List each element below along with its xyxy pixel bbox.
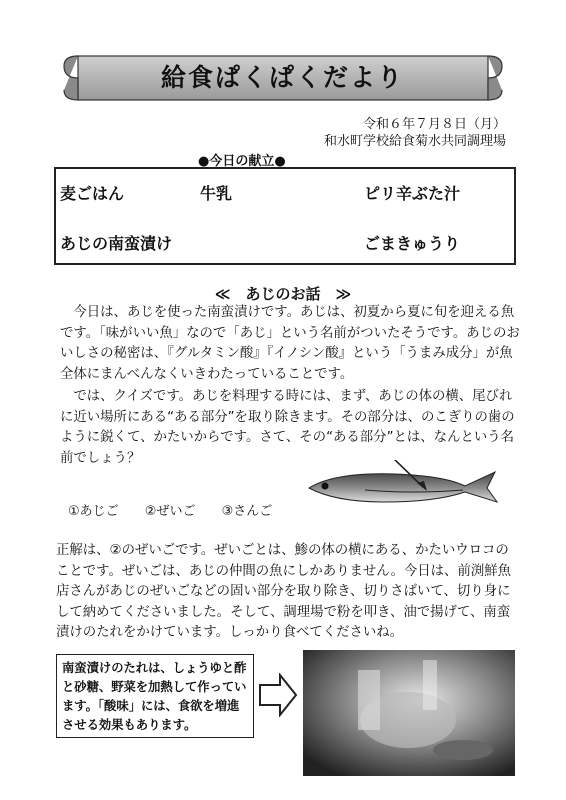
menu-item-milk: 牛乳: [200, 184, 233, 203]
menu-item-rice: 麦ごはん: [60, 184, 125, 203]
issuer: 和水町学校給食菊水共同調理場: [323, 134, 506, 149]
menu-heading: ●今日の献立●: [198, 154, 286, 169]
date-line: 令和６年７月８日（月）: [362, 117, 506, 132]
note-box: 南蛮漬けのたれは、しょうゆと酢と砂糖、野菜を加熱して作っています。「酸味」には、食欲を増進させる効果もあります。: [56, 654, 254, 738]
newsletter-title: 給食ぱくぱくだより: [160, 63, 404, 92]
menu-box: [54, 167, 516, 265]
paragraph-1: 今日は、あじを使った南蛮漬けです。あじは、初夏から夏に旬を迎える魚です。「味がいい魚」なので「あじ」という名前がついたそうです。あじのおいしさの秘密は、『グルタミン酸』『イノシン酸』という「うまみ成分」が魚全体にまんべんなくいきわたっていることです。: [60, 305, 520, 382]
answer-text: 正解は、②のぜいごです。ぜいごとは、鯵の体の横にある、かたいウロコのことです。ぜいごは、あじの仲間の魚にしかありません。今日は、前渕鮮魚店さんがあじのぜいごなどの固い部分を取り除き、切りさばいて、切り身にして納めてくださいました。そして、調理場で粉を叩き、油で揚げて、南蛮漬けのたれをかけています。しっかり食べてくださいね。: [56, 543, 512, 640]
quiz-paragraph: [60, 387, 522, 469]
date-block: [324, 116, 506, 150]
quiz-choices: [68, 500, 294, 519]
paragraph-2: では、クイズです。あじを料理する時には、まず、あじの体の横、尾びれに近い場所にある“ある部分”を取り除きます。その部分は、のこぎりの歯のように鋭くて、かたいからです。さて、その“ある部分”とは、なんという名前でしょう？: [60, 389, 515, 466]
choice-1: ①あじご: [68, 504, 119, 519]
choice-3: ③さんご: [221, 504, 273, 519]
menu-item-cucumber: ごまきゅうり: [364, 234, 461, 253]
cooking-photo: [303, 650, 515, 776]
intro-paragraph: [60, 303, 520, 385]
aji-fish-illustration: [305, 460, 505, 510]
menu-item-soup: ピリ辛ぶた汁: [364, 184, 461, 203]
arrow-right-icon: [258, 673, 298, 717]
menu-item-aji: あじの南蛮漬け: [60, 234, 173, 253]
answer-paragraph: [56, 541, 518, 644]
choice-2: ②ぜいご: [144, 504, 196, 519]
talk-heading: ≪ あじのお話 ≫: [214, 285, 352, 303]
